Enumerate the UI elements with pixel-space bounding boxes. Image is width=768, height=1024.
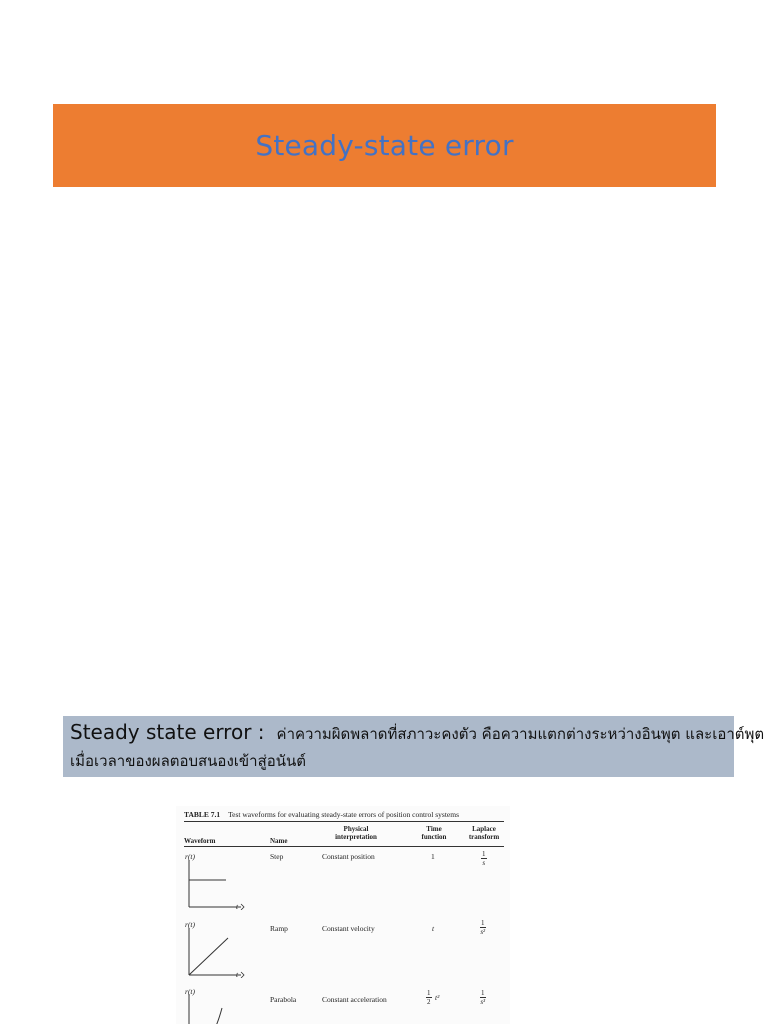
- row-step-time-function: 1: [431, 852, 435, 861]
- table-caption-label: TABLE 7.1: [184, 810, 221, 819]
- row-step-interpretation: Constant position: [322, 852, 375, 861]
- header-physical: [316, 825, 396, 841]
- row-step-laplace-num: 1: [482, 850, 486, 858]
- row-parabola-axis-y: r(t): [185, 987, 195, 996]
- waveform-table-figure: [176, 806, 510, 1024]
- header-time-2: function: [421, 833, 447, 841]
- header-laplace-1: Laplace: [472, 825, 496, 833]
- row-step-laplace: [481, 850, 487, 867]
- definition-text-line-1: ค่าความผิดพลาดที่สภาวะคงตัว คือความแตกต่างระหว่างอินพุต และเอาต์พุต: [276, 725, 765, 743]
- row-step-axis-x: t: [236, 902, 239, 911]
- row-ramp-name: Ramp: [270, 924, 288, 933]
- definition-term: Steady state error :: [70, 720, 265, 744]
- row-parabola-interpretation: Constant acceleration: [322, 995, 387, 1004]
- header-time: [412, 825, 456, 841]
- table-header-rule: [184, 846, 504, 847]
- table-top-rule: [184, 821, 504, 822]
- table-caption: [184, 810, 459, 819]
- row-parabola-laplace-num: 1: [481, 989, 485, 997]
- row-parabola-laplace: [480, 989, 486, 1006]
- row-ramp-laplace-num: 1: [481, 919, 485, 927]
- definition-text-line-2: เมื่อเวลาของผลตอบสนองเข้าสู่อนันต์: [70, 752, 306, 770]
- row-step-axis-y: r(t): [185, 852, 195, 861]
- row-parabola-tf-num: 1: [427, 989, 431, 997]
- definition-line-1: [70, 720, 765, 746]
- row-ramp-axis-y: r(t): [185, 920, 195, 929]
- table-caption-text: Test waveforms for evaluating steady-state errors of position control systems: [228, 810, 459, 819]
- slide-title: Steady-state error: [255, 129, 514, 162]
- header-laplace-2: transform: [468, 833, 500, 841]
- parabola-waveform-graph: [186, 994, 246, 1024]
- header-physical-2: interpretation: [335, 833, 377, 841]
- row-parabola-name: Parabola: [270, 995, 297, 1004]
- header-time-1: Time: [426, 825, 442, 833]
- row-parabola-tf-var: t²: [435, 993, 440, 1002]
- row-step-laplace-den: s: [482, 859, 486, 867]
- row-ramp-axis-x: t: [236, 970, 239, 979]
- row-parabola-laplace-den: s³: [480, 998, 486, 1006]
- definition-box: [63, 716, 765, 777]
- title-banner: [53, 104, 716, 187]
- row-parabola-time-function: [426, 989, 432, 1006]
- row-ramp-laplace: [480, 919, 486, 936]
- header-physical-1: Physical: [343, 825, 369, 833]
- row-ramp-interpretation: Constant velocity: [322, 924, 375, 933]
- row-step-name: Step: [270, 852, 284, 861]
- header-name: Name: [270, 837, 288, 845]
- row-parabola-tf-den: 2: [427, 998, 431, 1006]
- row-ramp-laplace-den: s²: [480, 928, 486, 936]
- header-waveform: Waveform: [184, 837, 216, 845]
- row-ramp-time-function: t: [432, 924, 435, 933]
- header-laplace: [460, 825, 508, 841]
